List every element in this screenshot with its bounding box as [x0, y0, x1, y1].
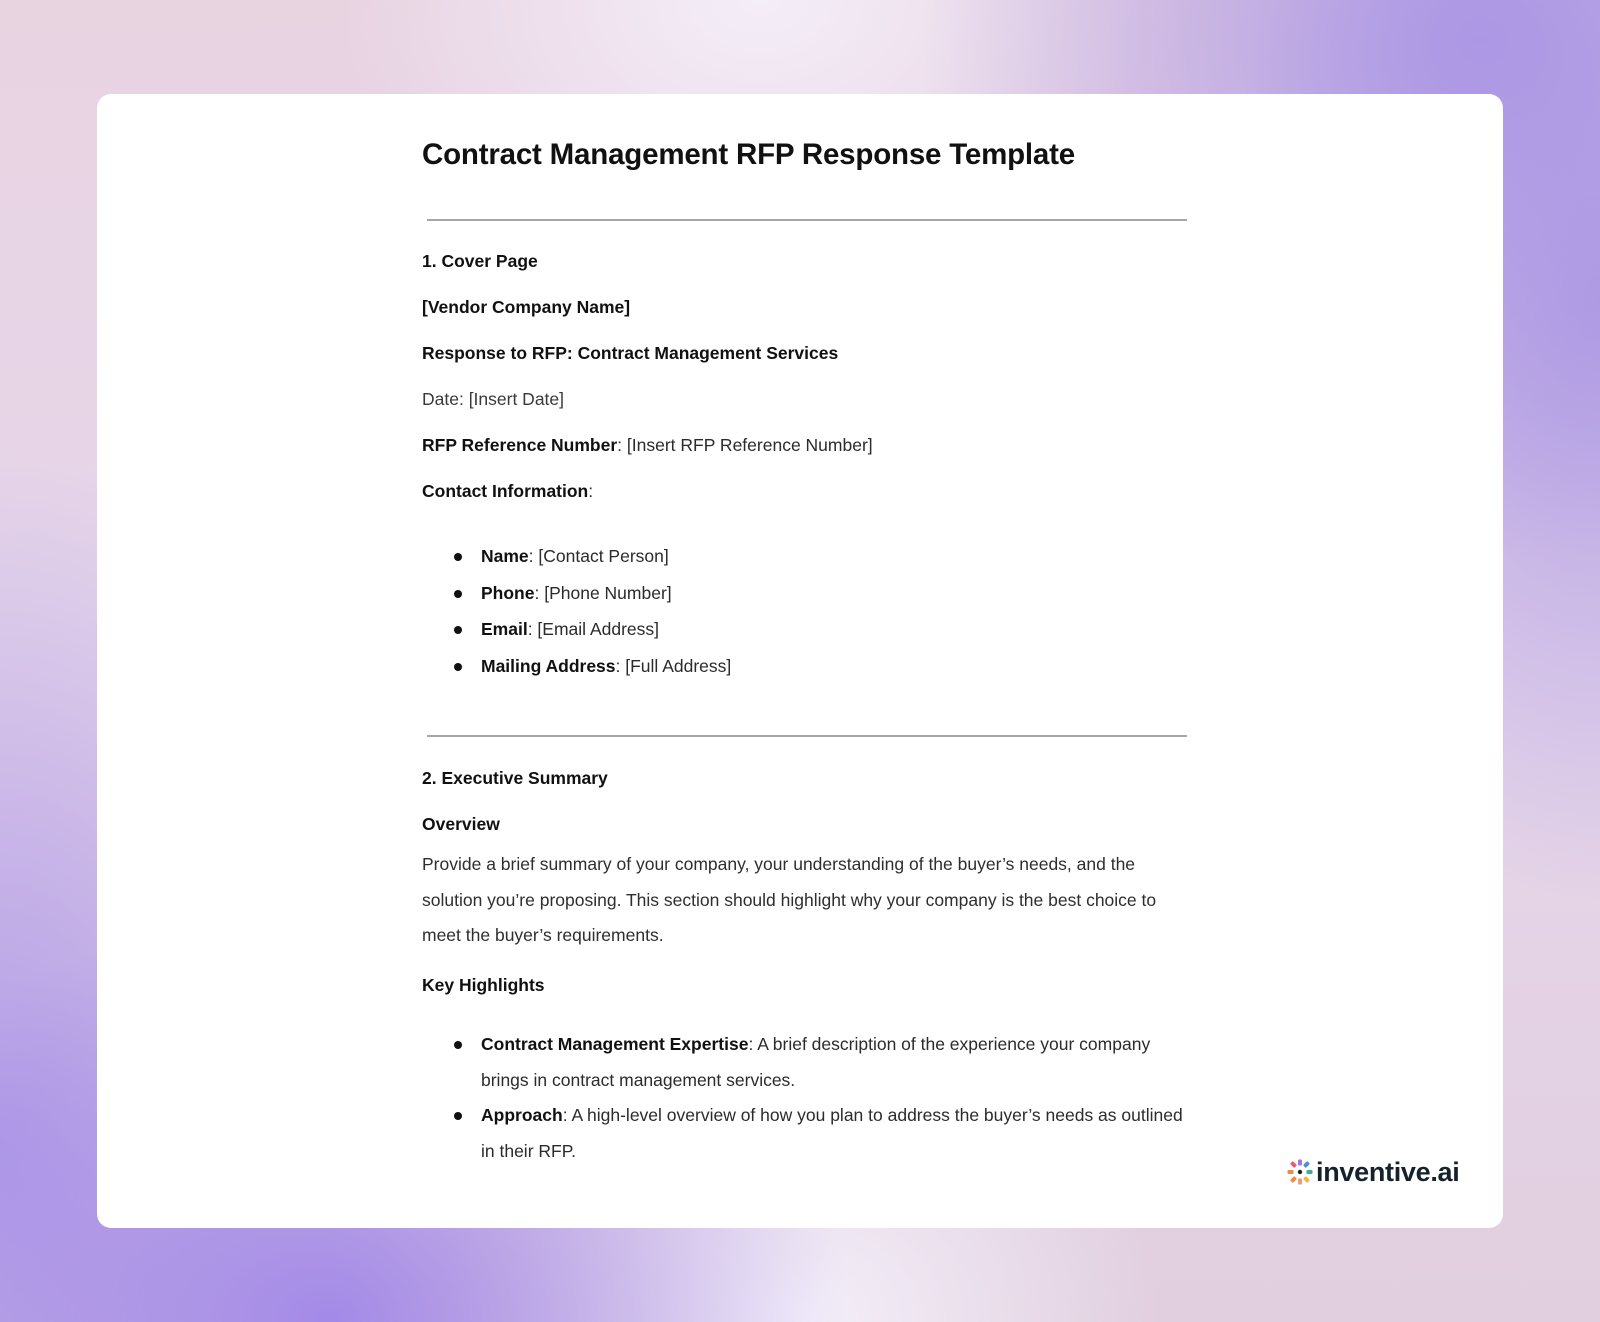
pinwheel-burst-icon [1287, 1159, 1313, 1185]
section-heading-cover-page: 1. Cover Page [422, 251, 538, 271]
inventive-ai-logo [1287, 1152, 1459, 1192]
section-divider [427, 219, 1187, 221]
highlight-item-approach: Approach: A high-level overview of how you plan to address the buyer’s needs as outlined in their RFP. [422, 1098, 1192, 1169]
vendor-company-name: [Vendor Company Name] [422, 297, 631, 317]
date-field [422, 388, 564, 410]
section-divider [427, 735, 1187, 737]
contact-item-phone: Phone: [Phone Number] [422, 582, 731, 619]
response-to-rfp-line: Response to RFP: Contract Management Services [422, 343, 839, 363]
highlight-item-expertise: Contract Management Expertise: A brief description of the experience your company brings in contract management services. [422, 1027, 1192, 1098]
rfp-reference-field [422, 434, 873, 456]
date-value: : [Insert Date] [458, 389, 565, 409]
bullet-icon [454, 553, 462, 561]
document-title: Contract Management RFP Response Template [422, 138, 1075, 171]
contact-information-heading: Contact Information: [422, 481, 594, 501]
contact-information-list [422, 545, 731, 691]
key-highlights-heading: Key Highlights [422, 975, 545, 995]
contact-item-mailing-address: Mailing Address: [Full Address] [422, 655, 731, 692]
bullet-icon [454, 663, 462, 671]
key-highlights-list [422, 1027, 1192, 1169]
rfp-reference-value: : [Insert RFP Reference Number] [617, 435, 873, 455]
bullet-icon [454, 1112, 462, 1120]
overview-paragraph: Provide a brief summary of your company, your understanding of the buyer’s needs, and the solution you’re proposing. This section should highlight why your company is the best choice to meet the buyer’s requirements. [422, 854, 1157, 945]
contact-item-email: Email: [Email Address] [422, 618, 731, 655]
logo-wordmark: inventive.ai [1316, 1157, 1460, 1187]
bullet-icon [454, 1041, 462, 1049]
contact-item-name: Name: [Contact Person] [422, 545, 731, 582]
rfp-reference-label: RFP Reference Number [422, 435, 618, 455]
section-heading-executive-summary: 2. Executive Summary [422, 768, 608, 788]
document-card [97, 94, 1503, 1228]
bullet-icon [454, 626, 462, 634]
bullet-icon [454, 590, 462, 598]
overview-heading: Overview [422, 814, 500, 834]
date-label: Date [422, 389, 459, 409]
